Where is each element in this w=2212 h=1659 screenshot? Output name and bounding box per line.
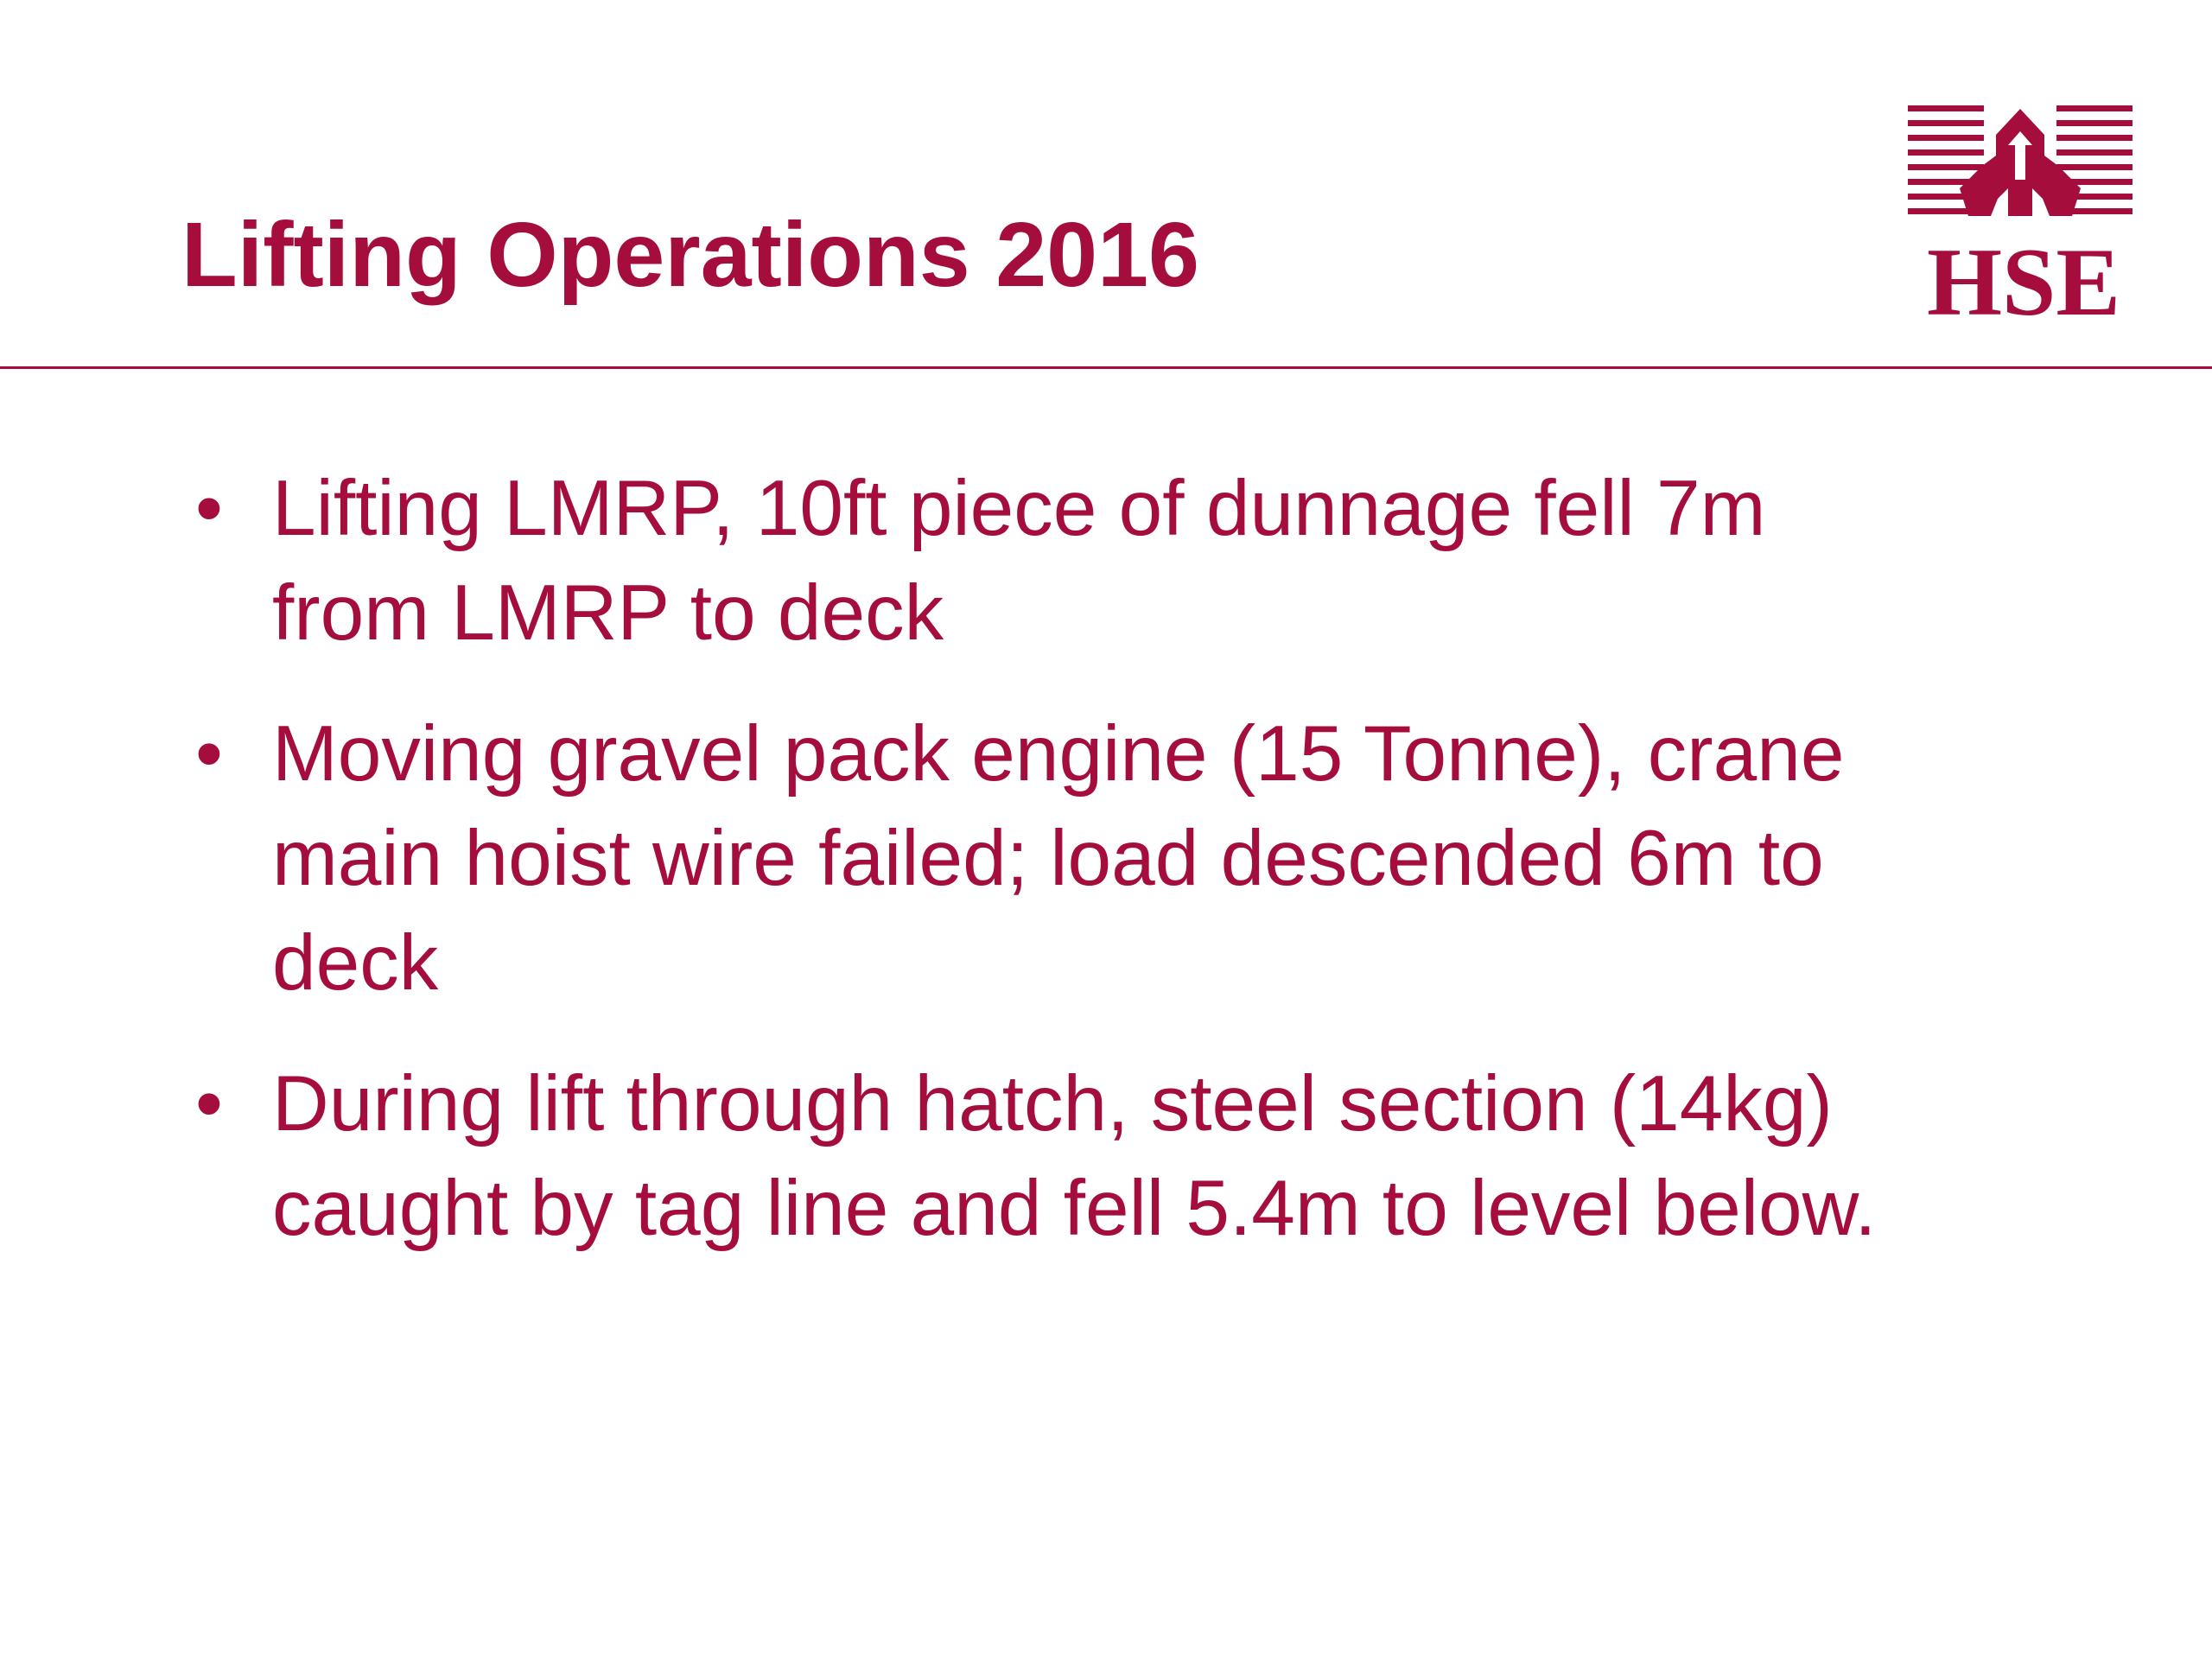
bullet-text: Moving gravel pack engine (15 Tonne), crane main hoist wire failed; load descended 6m to deck [272, 710, 1845, 1007]
bullet-marker: • [195, 710, 223, 798]
bullet-marker: • [195, 1060, 223, 1147]
bullet-item [181, 1052, 1910, 1261]
bullet-text: Lifting LMRP, 10ft piece of dunnage fell 7m from LMRP to deck [272, 465, 1766, 657]
hse-logo [1908, 105, 2139, 321]
bullet-list [181, 456, 1910, 1297]
title-divider [0, 366, 2212, 369]
bullet-item [181, 456, 1910, 665]
bullet-text: During lift through hatch, steel section (14kg) caught by tag line and fell 5.4m to level below. [272, 1060, 1877, 1252]
logo-text: HSE [1926, 229, 2121, 321]
slide-title: Lifting Operations 2016 [181, 204, 1200, 306]
bullet-marker: • [195, 465, 223, 552]
bullet-item [181, 702, 1910, 1015]
